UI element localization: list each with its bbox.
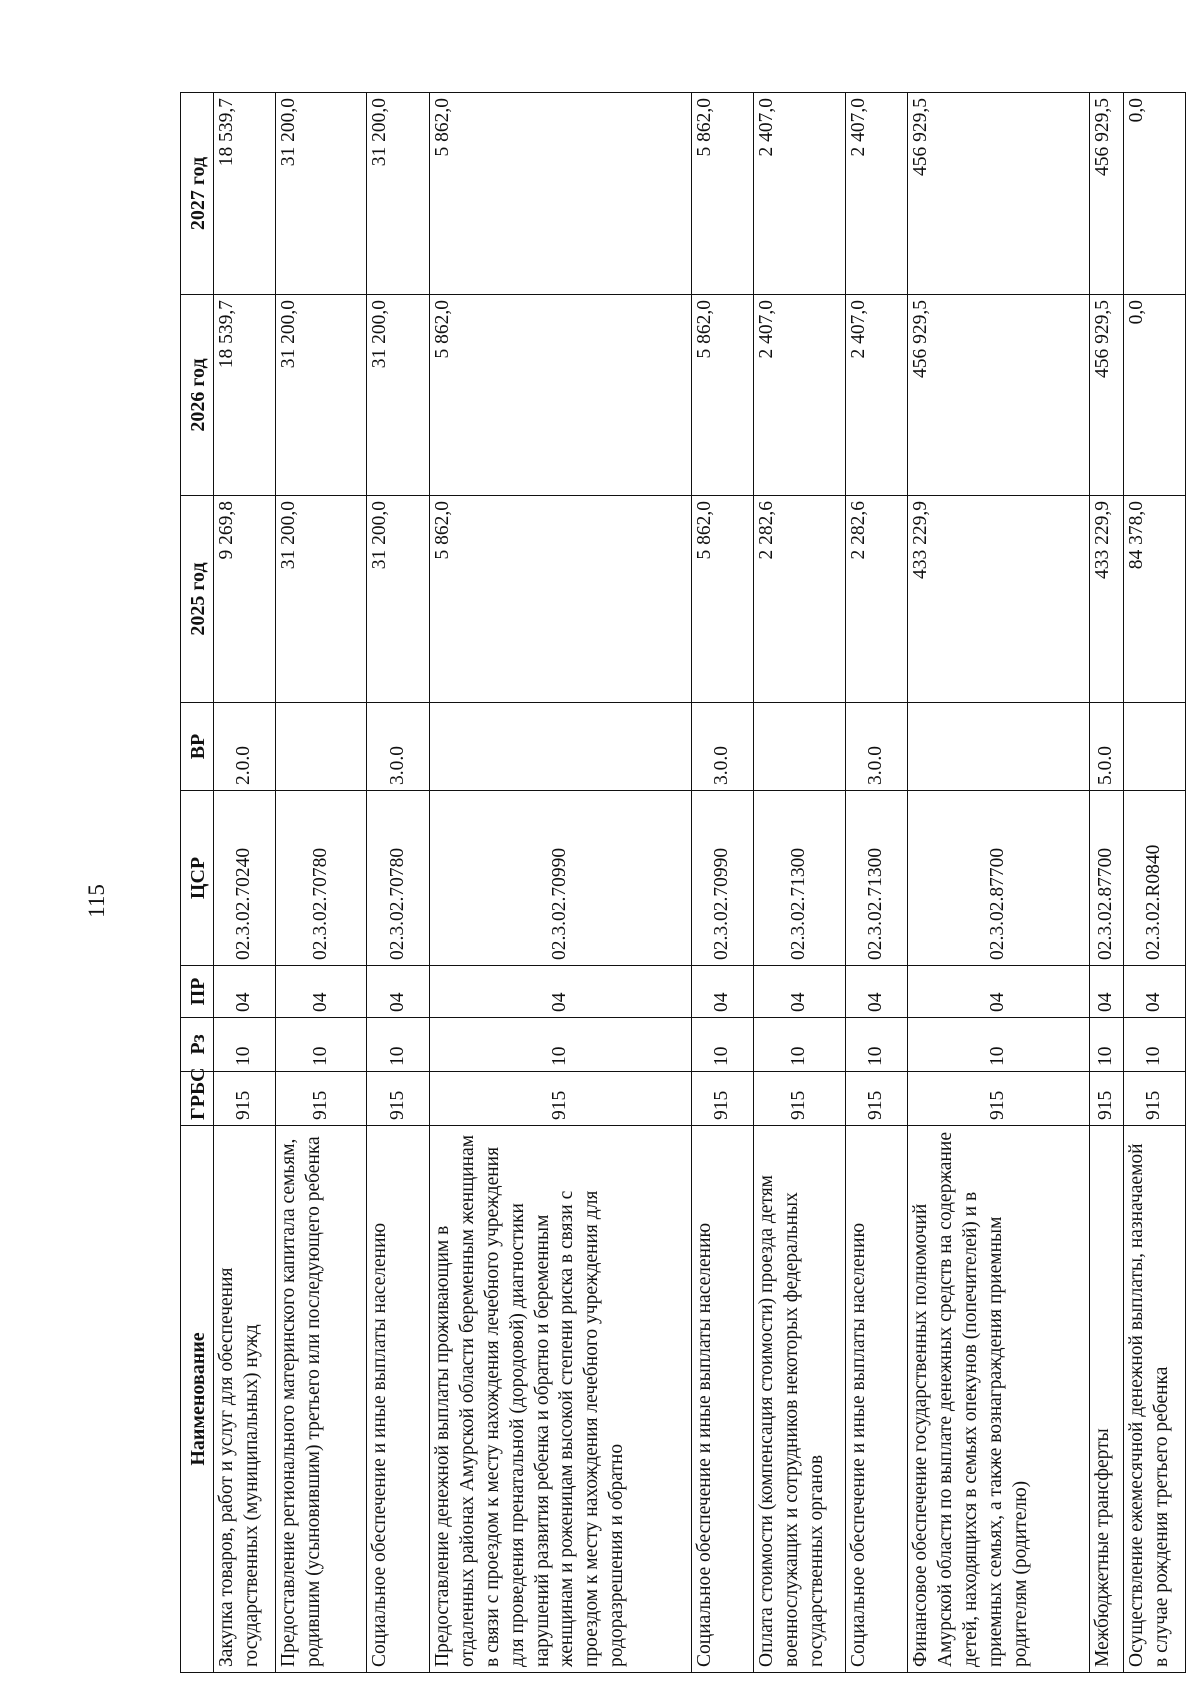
row-csr: 02.3.02.87700: [907, 791, 1089, 966]
row-csr: 02.3.02.70990: [429, 791, 691, 966]
header-2026: 2026 год: [181, 295, 214, 496]
row-2026: 31 200,0: [367, 295, 429, 496]
row-pr: 04: [845, 966, 907, 1018]
row-name: Предоставление денежной выплаты проживающим в отдаленных районах Амурской области беременным женщинам в связи с проездом к месту нахождения лечебного учреждения для проведения пренатальной (дородовой) диагностики нарушений развития ребенка и обратно и беременным женщинам и роженицам высокой степени риска в связи с проездом к месту нахождения лечебного учреждения для родоразрешения и обратно: [429, 1126, 691, 1673]
row-name: Закупка товаров, работ и услуг для обеспечения государственных (муниципальных) нужд: [214, 1126, 276, 1673]
header-2027: 2027 год: [181, 93, 214, 295]
row-rz: 10: [754, 1018, 845, 1072]
table-row: [429, 93, 691, 1673]
row-2027: 0,0: [1123, 93, 1185, 295]
row-2026: 456 929,5: [1090, 295, 1123, 496]
row-pr: 04: [1090, 966, 1123, 1018]
row-grbs: 915: [754, 1072, 845, 1126]
row-2026: 456 929,5: [907, 295, 1089, 496]
row-csr: 02.3.02.87700: [1090, 791, 1123, 966]
row-2026: 2 407,0: [754, 295, 845, 496]
budget-table-rotated: [180, 93, 1186, 1673]
row-grbs: 915: [276, 1072, 367, 1126]
row-vr: [1123, 703, 1185, 791]
table-row: [754, 93, 845, 1673]
row-name: Предоставление регионального материнского капитала семьям, родившим (усыновившим) третьего или последующего ребенка: [276, 1126, 367, 1673]
row-2025: 2 282,6: [754, 496, 845, 703]
row-name: Межбюджетные трансферты: [1090, 1126, 1123, 1673]
row-grbs: 915: [1090, 1072, 1123, 1126]
row-vr: [754, 703, 845, 791]
header-csr: ЦСР: [181, 791, 214, 966]
row-grbs: 915: [907, 1072, 1089, 1126]
table-row: [845, 93, 907, 1673]
row-vr: 3.0.0: [845, 703, 907, 791]
row-2026: 2 407,0: [845, 295, 907, 496]
row-rz: 10: [429, 1018, 691, 1072]
row-pr: 04: [367, 966, 429, 1018]
row-csr: 02.3.02.70240: [214, 791, 276, 966]
row-name: Социальное обеспечение и иные выплаты населению: [845, 1126, 907, 1673]
row-csr: 02.3.02.71300: [754, 791, 845, 966]
header-vr: ВР: [181, 703, 214, 791]
row-2027: 456 929,5: [1090, 93, 1123, 295]
header-grbs: ГРБС: [181, 1072, 214, 1126]
row-rz: 10: [367, 1018, 429, 1072]
row-2025: 2 282,6: [845, 496, 907, 703]
row-2026: 31 200,0: [276, 295, 367, 496]
row-name: Социальное обеспечение и иные выплаты населению: [367, 1126, 429, 1673]
row-csr: 02.3.02.70990: [692, 791, 754, 966]
row-2027: 5 862,0: [429, 93, 691, 295]
row-grbs: 915: [1123, 1072, 1185, 1126]
row-rz: 10: [1123, 1018, 1185, 1072]
row-vr: [276, 703, 367, 791]
row-grbs: 915: [692, 1072, 754, 1126]
row-2027: 18 539,7: [214, 93, 276, 295]
row-2027: 31 200,0: [276, 93, 367, 295]
table-row: [1090, 93, 1123, 1673]
table-row: [367, 93, 429, 1673]
row-2026: 0,0: [1123, 295, 1185, 496]
row-name: Социальное обеспечение и иные выплаты населению: [692, 1126, 754, 1673]
row-2025: 433 229,9: [1090, 496, 1123, 703]
row-2026: 5 862,0: [429, 295, 691, 496]
row-name: Финансовое обеспечение государственных полномочий Амурской области по выплате денежных средств на содержание детей, находящихся в семьях опекунов (попечителей) и в приемных семьях, а также вознаграждения приемным родителям (родителю): [907, 1126, 1089, 1673]
row-pr: 04: [907, 966, 1089, 1018]
row-pr: 04: [429, 966, 691, 1018]
row-2027: 5 862,0: [692, 93, 754, 295]
row-grbs: 915: [845, 1072, 907, 1126]
row-csr: 02.3.02.71300: [845, 791, 907, 966]
row-2025: 5 862,0: [692, 496, 754, 703]
table-row: [907, 93, 1089, 1673]
row-2027: 2 407,0: [754, 93, 845, 295]
row-2026: 5 862,0: [692, 295, 754, 496]
row-2027: 31 200,0: [367, 93, 429, 295]
row-2026: 18 539,7: [214, 295, 276, 496]
row-rz: 10: [907, 1018, 1089, 1072]
table-row: [1123, 93, 1185, 1673]
table-row: [214, 93, 276, 1673]
header-pr: ПР: [181, 966, 214, 1018]
row-pr: 04: [754, 966, 845, 1018]
row-2027: 456 929,5: [907, 93, 1089, 295]
row-grbs: 915: [367, 1072, 429, 1126]
row-pr: 04: [692, 966, 754, 1018]
row-name: Оплата стоимости (компенсация стоимости) проезда детям военнослужащих и сотрудников некоторых федеральных государственных органов: [754, 1126, 845, 1673]
row-pr: 04: [276, 966, 367, 1018]
header-rz: Рз: [181, 1018, 214, 1072]
table-row: [692, 93, 754, 1673]
header-2025: 2025 год: [181, 496, 214, 703]
row-2025: 9 269,8: [214, 496, 276, 703]
row-rz: 10: [214, 1018, 276, 1072]
row-csr: 02.3.02.70780: [276, 791, 367, 966]
row-pr: 04: [1123, 966, 1185, 1018]
table-row: [276, 93, 367, 1673]
row-rz: 10: [276, 1018, 367, 1072]
row-vr: 5.0.0: [1090, 703, 1123, 791]
row-vr: 2.0.0: [214, 703, 276, 791]
row-2025: 31 200,0: [276, 496, 367, 703]
row-name: Осуществление ежемесячной денежной выплаты, назначаемой в случае рождения третьего ребенка: [1123, 1126, 1185, 1673]
row-vr: [907, 703, 1089, 791]
row-vr: 3.0.0: [692, 703, 754, 791]
row-pr: 04: [214, 966, 276, 1018]
row-rz: 10: [692, 1018, 754, 1072]
row-rz: 10: [845, 1018, 907, 1072]
row-grbs: 915: [429, 1072, 691, 1126]
row-grbs: 915: [214, 1072, 276, 1126]
row-2027: 2 407,0: [845, 93, 907, 295]
table-header-row: [181, 93, 214, 1673]
row-2025: 84 378,0: [1123, 496, 1185, 703]
row-2025: 433 229,9: [907, 496, 1089, 703]
row-rz: 10: [1090, 1018, 1123, 1072]
row-csr: 02.3.02.70780: [367, 791, 429, 966]
row-vr: [429, 703, 691, 791]
row-2025: 31 200,0: [367, 496, 429, 703]
page-number: 115: [84, 884, 109, 918]
row-csr: 02.3.02.R0840: [1123, 791, 1185, 966]
header-name: Наименование: [181, 1126, 214, 1673]
budget-table: [180, 92, 1186, 1673]
row-vr: 3.0.0: [367, 703, 429, 791]
row-2025: 5 862,0: [429, 496, 691, 703]
